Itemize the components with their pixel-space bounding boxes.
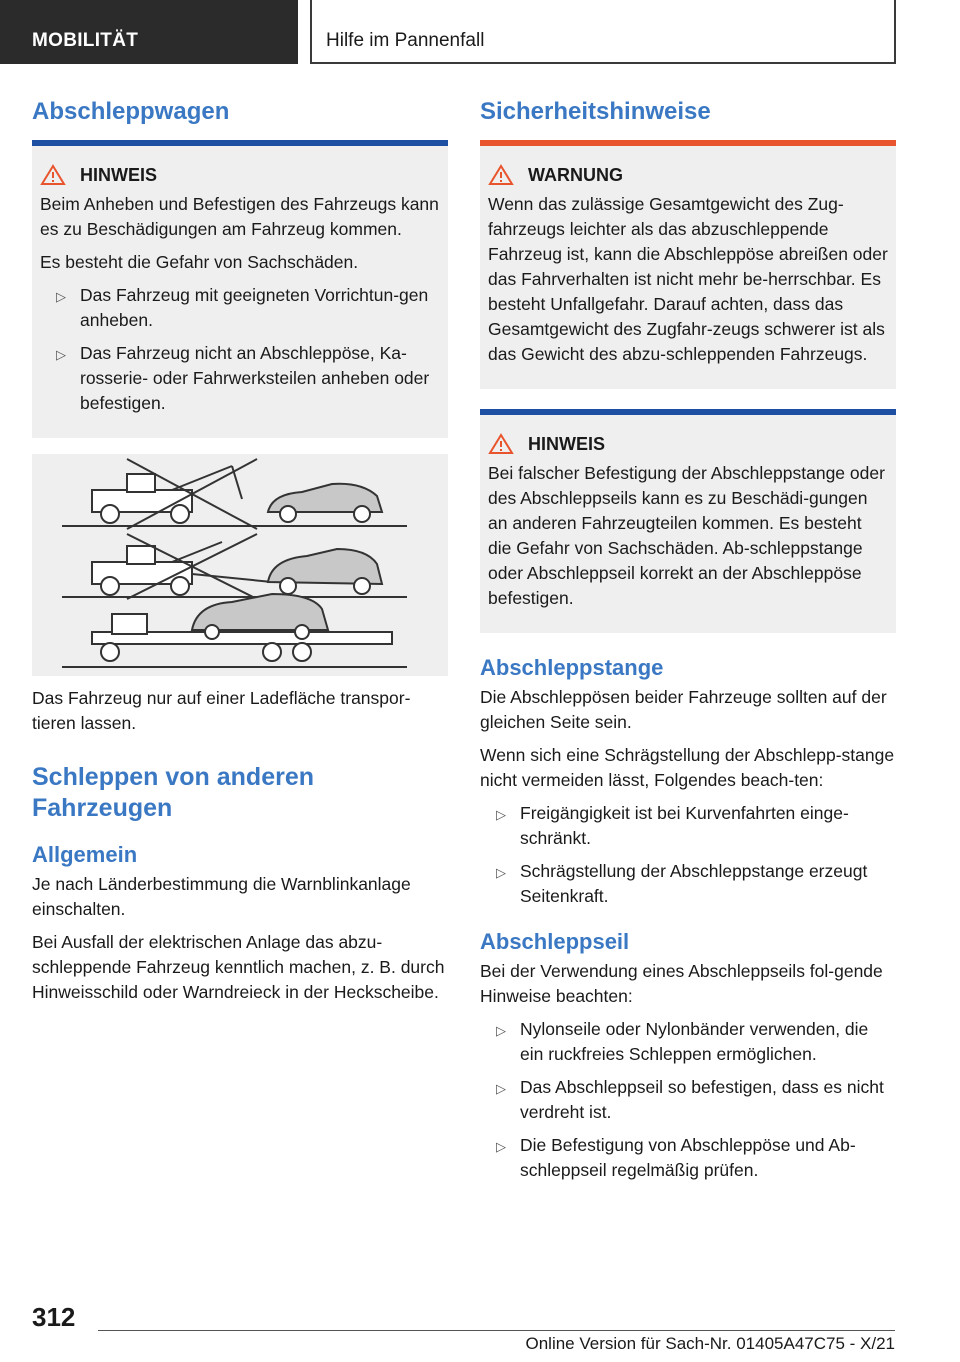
- chapter-tab: [0, 0, 298, 64]
- bullet-icon: ▷: [56, 289, 66, 304]
- note-box-right: [480, 415, 896, 633]
- bar-text-2: Wenn sich eine Schrägstellung der Abschlepp-stange nicht vermeiden lässt, Folgendes beach-ten:: [480, 745, 895, 790]
- chapter-label: MOBILITÄT: [32, 30, 139, 51]
- tow-truck-illustration-icon: [32, 454, 448, 676]
- page-number: 312: [32, 1302, 76, 1332]
- list-item: ▷ Nylonseile oder Nylonbänder verwenden, die ein ruckfreies Schleppen ermöglichen.: [496, 1019, 869, 1064]
- note-list: [40, 283, 440, 416]
- rope-list: [480, 1017, 896, 1183]
- warning-triangle-icon: [40, 164, 66, 186]
- warning-triangle-icon: [488, 433, 514, 455]
- note-text-1: Beim Anheben und Befestigen des Fahrzeugs kann es zu Beschädigungen am Fahrzeug kommen.: [40, 194, 439, 239]
- note-title: HINWEIS: [528, 433, 606, 454]
- note-title: HINWEIS: [80, 164, 158, 185]
- topic-tab: [310, 0, 896, 64]
- warning-text: Wenn das zulässige Gesamtgewicht des Zug-fahrzeugs leichter als das abzuschleppende Fahrzeug ist, kann die Abschleppöse abreißen oder das Fahrverhalten ist nicht mehr be-herrschbar. Es besteht Unfallgefahr. Darauf achten, dass das Gesamtgewicht des Zugfahr-zeugs schwerer ist als das Gewicht des abzu-schleppenden Fahrzeugs.: [488, 194, 888, 364]
- note-title-row: [40, 164, 440, 186]
- topic-label: Hilfe im Pannenfall: [326, 30, 485, 51]
- bar-list: [480, 801, 896, 909]
- list-item: ▷ Das Fahrzeug mit geeigneten Vorrichtun-gen anheben.: [56, 285, 429, 330]
- towing-illustration: [32, 454, 448, 676]
- note-text: Bei falscher Befestigung der Abschleppstange oder des Abschleppseils kann es zu Beschädi-gungen an anderen Fahrzeugteilen kommen. Es besteht die Gefahr von Sachschäden. Ab-schleppstange oder Abschleppseil korrekt an der Abschleppöse befestigen.: [488, 463, 885, 608]
- bullet-icon: ▷: [56, 347, 66, 362]
- footer-divider: [98, 1330, 895, 1331]
- warning-title: WARNUNG: [528, 164, 623, 185]
- warning-title-row: [488, 164, 888, 186]
- flatbed-text: Das Fahrzeug nur auf einer Ladefläche transpor-tieren lassen.: [32, 688, 411, 733]
- list-item: ▷ Schrägstellung der Abschleppstange erzeugt Seitenkraft.: [496, 861, 868, 906]
- list-item: ▷ Die Befestigung von Abschleppöse und Ab-schleppseil regelmäßig prüfen.: [496, 1135, 856, 1180]
- bullet-icon: ▷: [496, 807, 506, 822]
- bullet-icon: ▷: [496, 1081, 506, 1096]
- heading-abschleppwagen: Abschleppwagen: [32, 98, 230, 125]
- bullet-icon: ▷: [496, 865, 506, 880]
- bullet-icon: ▷: [496, 1023, 506, 1038]
- right-column: [480, 98, 896, 1191]
- list-item: ▷ Freigängigkeit ist bei Kurvenfahrten einge-schränkt.: [496, 803, 849, 848]
- rope-text: Bei der Verwendung eines Abschleppseils fol-gende Hinweise beachten:: [480, 961, 883, 1006]
- heading-sicherheitshinweise: Sicherheitshinweise: [480, 98, 711, 125]
- heading-abschleppseil: Abschleppseil: [480, 929, 630, 954]
- bullet-icon: ▷: [496, 1139, 506, 1154]
- heading-allgemein: Allgemein: [32, 842, 138, 867]
- bar-text-1: Die Abschleppösen beider Fahrzeuge sollten auf der gleichen Seite sein.: [480, 687, 887, 732]
- footer-version: Online Version für Sach-Nr. 01405A47C75 - X/21: [525, 1334, 895, 1353]
- general-text-1: Je nach Länderbestimmung die Warnblinkanlage einschalten.: [32, 874, 411, 919]
- warning-box: [480, 146, 896, 389]
- heading-abschleppstange: Abschleppstange: [480, 655, 664, 680]
- left-column: [32, 98, 448, 1013]
- warning-triangle-icon: [488, 164, 514, 186]
- note-box: [32, 146, 448, 438]
- list-item: ▷ Das Fahrzeug nicht an Abschleppöse, Ka-rosserie- oder Fahrwerksteilen anheben oder befestigen.: [56, 343, 430, 413]
- note-title-row: [488, 433, 888, 455]
- note-text-2: Es besteht die Gefahr von Sachschäden.: [40, 252, 359, 272]
- list-item: ▷ Das Abschleppseil so befestigen, dass es nicht verdreht ist.: [496, 1077, 884, 1122]
- general-text-2: Bei Ausfall der elektrischen Anlage das abzu-schleppende Fahrzeug kenntlich machen, z. B. durch Hinweisschild oder Warndreieck in der Heckscheibe.: [32, 932, 445, 1002]
- heading-schleppen: Schleppen von anderen Fahrzeugen: [32, 763, 315, 822]
